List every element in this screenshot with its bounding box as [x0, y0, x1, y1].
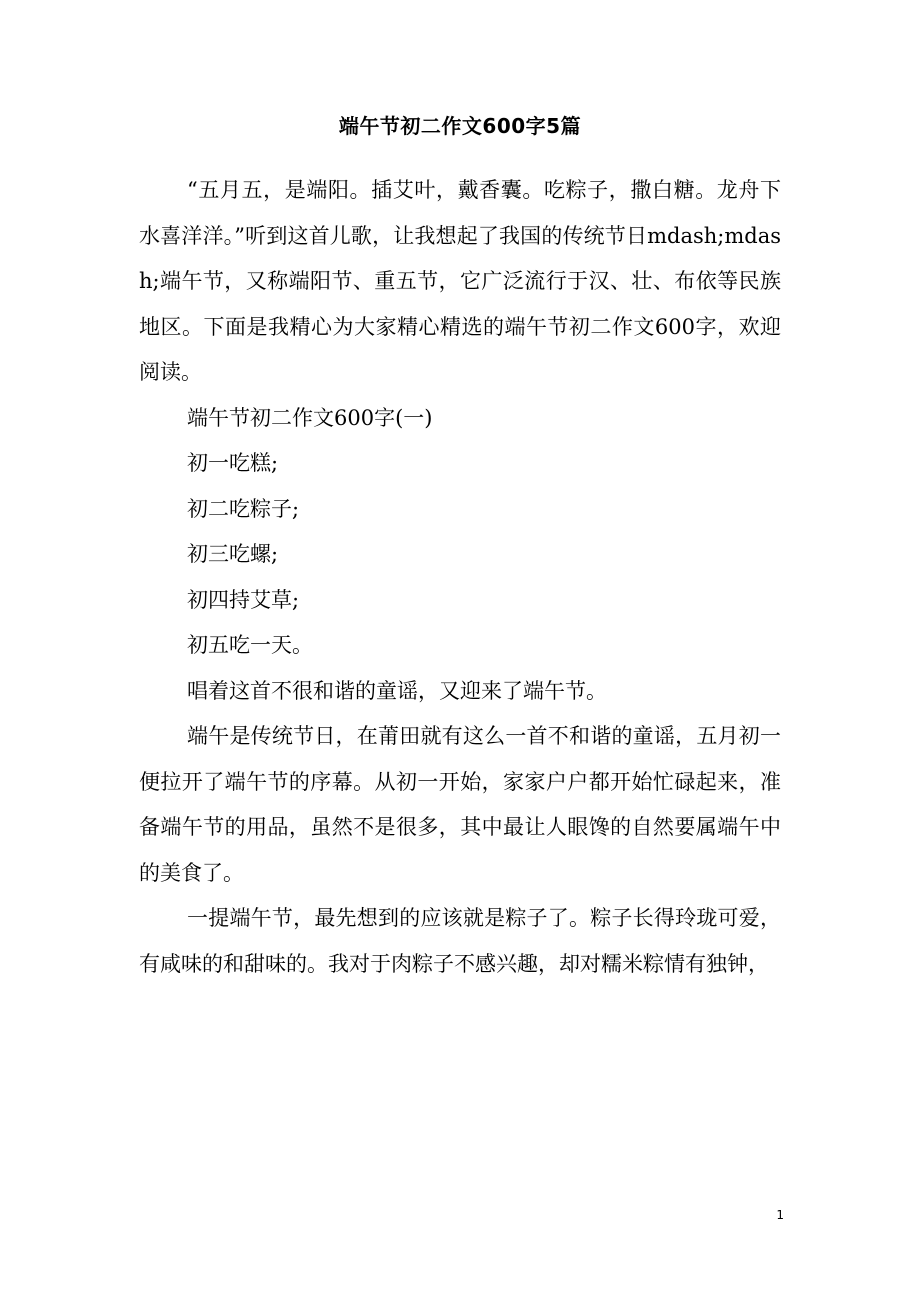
paragraph-rhyme-line-1: 初一吃糕; [187, 451, 279, 475]
paragraph-rhyme-line-3: 初三吃螺; [187, 542, 279, 566]
paragraph-intro: “五月五，是端阳。插艾叶，戴香囊。吃粽子，撒白糖。龙舟下水喜洋洋。”听到这首儿歌，让我想起了我国的传统节日mdash;mdash;端午节，又称端阳节、重五节，它广泛流行于汉、壮、布依等民族地区。下面是我精心为大家精心精选的端午节初二作文600字，欢迎阅读。 [139, 178, 781, 384]
paragraph-section-heading: 端午节初二作文600字(一) [187, 405, 433, 430]
paragraph-rhyme-line-4: 初四持艾草; [187, 587, 300, 612]
paragraph-tradition: 端午是传统节日，在莆田就有这么一首不和谐的童谣，五月初一便拉开了端午节的序幕。从初一开始，家家户户都开始忙碌起来，准备端午节的用品，虽然不是很多，其中最让人眼馋的自然要属端午中的美食了。 [139, 724, 781, 885]
paragraph-singing: 唱着这首不很和谐的童谣，又迎来了端午节。 [187, 678, 607, 703]
page-number: 1 [776, 1208, 784, 1222]
paragraph-rhyme-line-5: 初五吃一天。 [187, 633, 313, 657]
paragraph-rhyme-line-2: 初二吃粽子; [187, 496, 300, 521]
document-title: 端午节初二作文600字5篇 [338, 114, 582, 138]
document-body [139, 168, 781, 987]
paragraph-zongzi: 一提端午节，最先想到的应该就是粽子了。粽子长得玲珑可爱，有咸味的和甜味的。我对于肉粽子不感兴趣，却对糯米粽情有独钟， [139, 906, 781, 976]
